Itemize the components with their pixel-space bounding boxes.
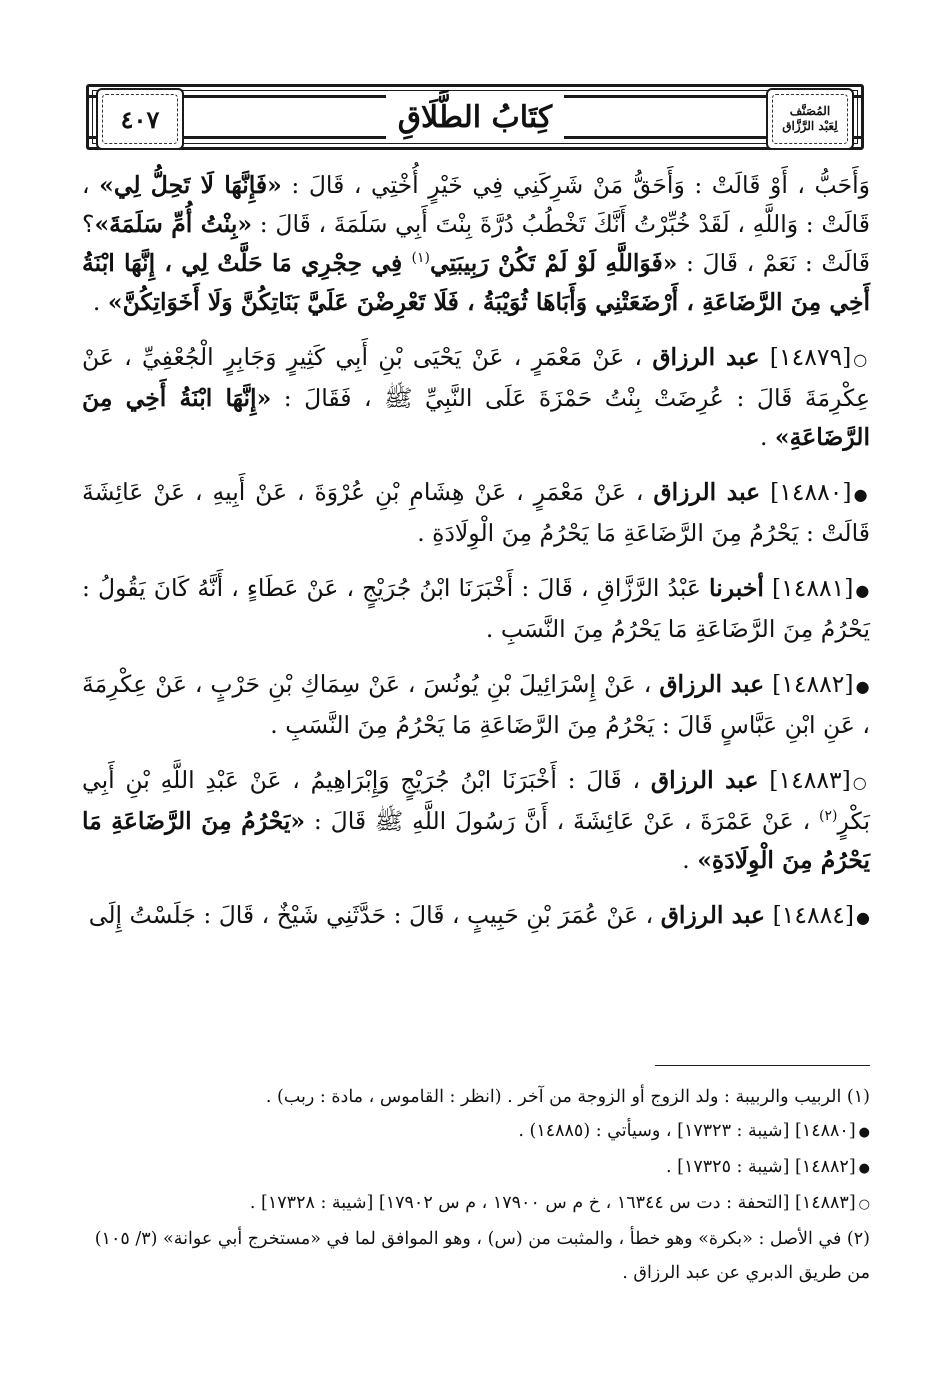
footnote [82,1150,870,1186]
passage-marker: ○ [852,773,870,792]
footnote-marker: ○ [858,1197,870,1212]
passage-text: . [759,423,775,451]
hadith-passage [82,665,870,745]
footnote [82,1186,870,1222]
passage-text: ، عَنْ مَعْمَرٍ ، عَنْ يَحْيَى بْنِ أَبِي كَثِيرٍ وَجَابِرٍ الْجُعْفِيِّ ، عَنْ عِكْرِمَةَ قَالَ : عُرِضَتْ بِنْتُ حَمْزَةَ عَلَى النَّبِيِّ ﷺ ، فَقَالَ : [82,343,870,412]
emphasized-text: عبد الرزاق [653,478,761,506]
chapter-title-box [386,92,564,142]
book-logo-text [782,104,838,134]
emphasized-text: عبد الرزاق [659,670,765,698]
footnote-marker: ● [858,1125,870,1140]
passage-text: [١٤٨٨٣] [758,766,851,794]
passage-text: عَبْدُ الرَّزَّاقِ ، قَالَ : أَخْبَرَنَا ابْنُ جُرَيْجٍ ، عَنْ عَطَاءٍ ، أَنَّهُ كَانَ يَقُولُ : يَحْرُمُ مِنَ الرَّضَاعَةِ مَا يَحْرُمُ مِنَ النَّسَبِ . [82,574,870,643]
passage-marker: ● [855,677,870,696]
passage-text: ، قَالَ : أَخْبَرَنَا ابْنُ جُرَيْجٍ وَإِبْرَاهِيمُ ، عَنْ عَبْدِ اللَّهِ بْنِ أَبِي بَكْرٍ [82,766,870,835]
passage-text: ، عَنْ إِسْرَائِيلَ بْنِ يُونُسَ ، عَنْ سِمَاكِ بْنِ حَرْبٍ ، عَنْ عِكْرِمَةَ ، عَنِ ابْنِ عَبَّاسٍ قَالَ : يَحْرُمُ مِنَ الرَّضَاعَةِ مَا يَحْرُمُ مِنَ النَّسَبِ . [82,670,870,739]
passage-marker: ○ [853,350,870,369]
page-number: ٤٠٧ [120,104,160,134]
footnote-reference: (١) [411,250,430,267]
hadith-passage [82,569,870,649]
emphasized-text: «إِنَّهَا ابْنَةُ أَخِي مِنَ الرَّضَاعَةِ» [82,384,870,451]
emphasized-text: عبد الرزاق [660,901,766,929]
book-logo [766,88,854,150]
footnote [82,1222,870,1290]
emphasized-text: أخبرنا [709,574,764,602]
emphasized-text: عبد الرزاق [652,343,760,371]
hadith-passage [82,896,870,937]
passage-text: . [92,288,108,316]
hadith-passage [82,166,870,322]
page-number-medallion [96,88,184,150]
emphasized-text: «يَحْرُمُ مِنَ الرَّضَاعَةِ مَا يَحْرُمُ مِنَ الْوِلَادَةِ» [82,807,870,874]
hadith-passage [82,473,870,553]
hadith-passage [82,338,870,457]
passage-marker: ● [855,581,871,600]
passage-text: [١٤٨٨٢] [764,670,854,698]
footnote-reference: (٢) [819,808,838,825]
footnote-text: [١٤٨٨٠] [شيبة : ١٧٣٢٣] ، وسيأتي : (١٤٨٨٥) . [518,1121,856,1141]
emphasized-text: «فَإِنَّهَا لَا تَحِلُّ لِي» [99,171,282,199]
chapter-title: كِتَابُ الطَّلَاقِ [397,99,553,135]
passage-text: ، عَنْ عَمْرَةَ ، عَنْ عَائِشَةَ ، أَنَّ رَسُولَ اللَّهِ ﷺ قَالَ : [305,807,820,835]
page-header [86,84,864,150]
footnotes [82,1080,870,1290]
emphasized-text: فِي حِجْرِي مَا حَلَّتْ لِي ، إِنَّهَا ابْنَةُ أَخِي مِنَ الرَّضَاعَةِ ، أَرْضَعَتْنِي وَأَبَاهَا ثُوَيْبَةُ ، فَلَا تَعْرِضْنَ عَلَيَّ بَنَاتِكُنَّ وَلَا أَخَوَاتِكُنَّ» [82,249,870,316]
main-text [82,166,870,953]
footnote-separator [655,1065,870,1066]
passage-text: وَأَحَبُّ ، أَوْ قَالَتْ : وَأَحَقُّ مَنْ شَرِكَنِي فِي خَيْرٍ أُخْتِي ، قَالَ : [281,171,870,199]
emphasized-text: «بِنْتُ أُمِّ سَلَمَةَ» [94,210,253,238]
footnote [82,1114,870,1150]
passage-text: [١٤٨٧٩] [759,343,852,371]
footnote [82,1080,870,1114]
footnote-marker: ● [858,1161,870,1176]
logo-line-1: المُصَنَّف [789,104,831,118]
passage-text: ، عَنْ مَعْمَرٍ ، عَنْ هِشَامِ بْنِ عُرْوَةَ ، عَنْ أَبِيهِ ، عَنْ عَائِشَةَ قَالَتْ : يَحْرُمُ مِنَ الرَّضَاعَةِ مَا يَحْرُمُ مِنَ الْوِلَادَةِ . [82,478,870,547]
hadith-passage [82,761,870,880]
passage-text: ؟ قَالَتْ : نَعَمْ ، قَالَ : [82,210,870,277]
emphasized-text: عبد الرزاق [650,766,759,794]
passage-text: . [682,846,698,874]
passage-marker: ● [853,485,870,504]
footnote-text: (٢) في الأصل : «بكرة» وهو خطأ ، والمثبت من (س) ، وهو الموافق لما في «مستخرج أبي عوانة» (٣/ ١٠٥) من طريق الدبري عن عبد الرزاق . [94,1229,870,1283]
passage-text: [١٤٨٨٤] [765,901,855,929]
emphasized-text: «فَوَاللَّهِ لَوْ لَمْ تَكُنْ رَبِيبَتِي [429,249,678,277]
passage-marker: ● [856,908,870,927]
footnote-text: [١٤٨٨٣] [التحفة : دت س ١٦٣٤٤ ، خ م س ١٧٩٠٠ ، م س ١٧٩٠٢] [شيبة : ١٧٣٢٨] . [249,1193,856,1213]
passage-text: ، عَنْ عُمَرَ بْنِ حَبِيبٍ ، قَالَ : حَدَّثَنِي شَيْخٌ ، قَالَ : جَلَسْتُ إِلَى [88,901,661,929]
passage-text: [١٤٨٨٠] [760,478,852,506]
logo-line-2: لِعَبْد الرَّزَّاق [782,119,838,133]
footnote-text: [١٤٨٨٢] [شيبة : ١٧٣٢٥] . [666,1157,856,1177]
passage-text: [١٤٨٨١] [763,574,854,602]
footnote-text: (١) الربيب والربيبة : ولد الزوج أو الزوجة من آخر . (انظر : القاموس ، مادة : ربب) . [265,1087,870,1107]
passage-text: ، قَالَتْ : وَاللَّهِ ، لَقَدْ خُبِّرْتُ أَنَّكَ تَخْطُبُ دُرَّةَ بِنْتَ أَبِي سَلَمَةَ ، قَالَ : [82,171,870,238]
